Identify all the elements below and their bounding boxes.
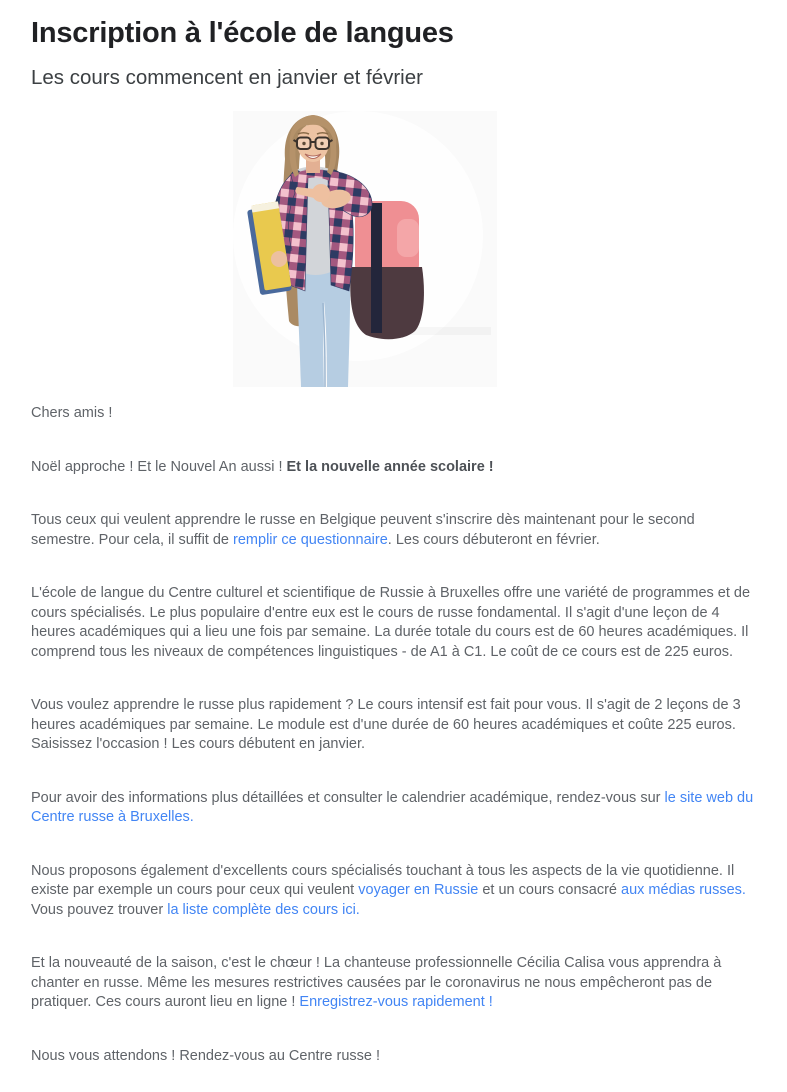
text-run: Tous ceux qui veulent apprendre le russe en Belgique peuvent s'inscrire dès maintenant pour le second semestre. Pour cela, il suffit de — [31, 512, 695, 548]
text-run-bold: Et la nouvelle année scolaire ! — [286, 458, 494, 475]
text-run: et un cours consacré — [478, 882, 622, 898]
paragraph-conclusion — [31, 1047, 756, 1067]
link-medias-russes[interactable]: aux médias russes. — [621, 882, 746, 898]
page-subtitle: Les cours commencent en janvier et février — [31, 66, 423, 89]
student-photo — [233, 111, 497, 387]
link-voyager-en-russie[interactable]: voyager en Russie — [358, 882, 479, 898]
link-remplir-questionnaire[interactable]: remplir ce questionnaire — [233, 531, 388, 548]
page-title: Inscription à l'école de langues — [31, 17, 454, 49]
paragraph-greeting — [31, 404, 756, 424]
text-run: . Les cours débuteront en février. — [387, 531, 600, 548]
text-run: Vous pouvez trouver — [31, 901, 168, 918]
student-illustration — [233, 111, 497, 387]
link-site-web-centre-russe[interactable]: le site web du Centre russe à Bruxelles. — [31, 789, 754, 825]
paragraph-new-year — [31, 458, 756, 478]
paragraph-cours-specialises — [31, 862, 756, 921]
text-run: Pour avoir des informations plus détaillées et consulter le calendrier académique, rendez-vous sur — [31, 789, 665, 806]
link-enregistrez-vous[interactable]: Enregistrez-vous rapidement ! — [299, 994, 493, 1010]
paragraph-choeur — [31, 954, 756, 1013]
paragraph-inscription — [31, 511, 756, 550]
text-run: Noël approche ! Et le Nouvel An aussi ! — [31, 458, 287, 475]
paragraph-cours-intensif — [31, 696, 756, 755]
link-liste-complete-cours[interactable]: la liste complète des cours ici. — [167, 901, 360, 918]
text-run: Vous voulez apprendre le russe plus rapidement ? Le cours intensif est fait pour vous. Il s'agit de 2 leçons de 3 heures académiques par semaine. Le module est d'une durée de 60 heures académiques et coûte 225 euros. Saisissez l'occasion ! Les cours débutent en janvier. — [31, 697, 741, 752]
text-run: Nous vous attendons ! Rendez-vous au Centre russe ! — [31, 1047, 380, 1064]
text-run: Chers amis ! — [31, 405, 113, 421]
paragraph-informations — [31, 789, 756, 828]
paragraph-cours-fondamental — [31, 584, 756, 662]
text-run: Et la nouveauté de la saison, c'est le chœur ! La chanteuse professionnelle Cécilia Calisa vous apprendra à chanter en russe. Même les mesures restrictives causées par le coronavirus ne nous empêcheront pas de pratiquer. Ces cours auront lieu en ligne ! — [31, 955, 722, 1010]
text-run: Nous proposons également d'excellents cours spécialisés touchant à tous les aspects de la vie quotidienne. Il existe par exemple un cours pour ceux qui veulent — [31, 862, 735, 898]
text-run: L'école de langue du Centre culturel et scientifique de Russie à Bruxelles offre une variété de programmes et de cours spécialisés. Le plus populaire d'entre eux est le cours de russe fondamental. Il s'agit d'une leçon de 4 heures académiques qui a lieu une fois par semaine. La durée totale du cours est de 60 heures académiques. Il comprend tous les niveaux de compétences linguistiques - de A1 à C1. Le coût de ce cours est de 225 euros. — [31, 585, 751, 660]
